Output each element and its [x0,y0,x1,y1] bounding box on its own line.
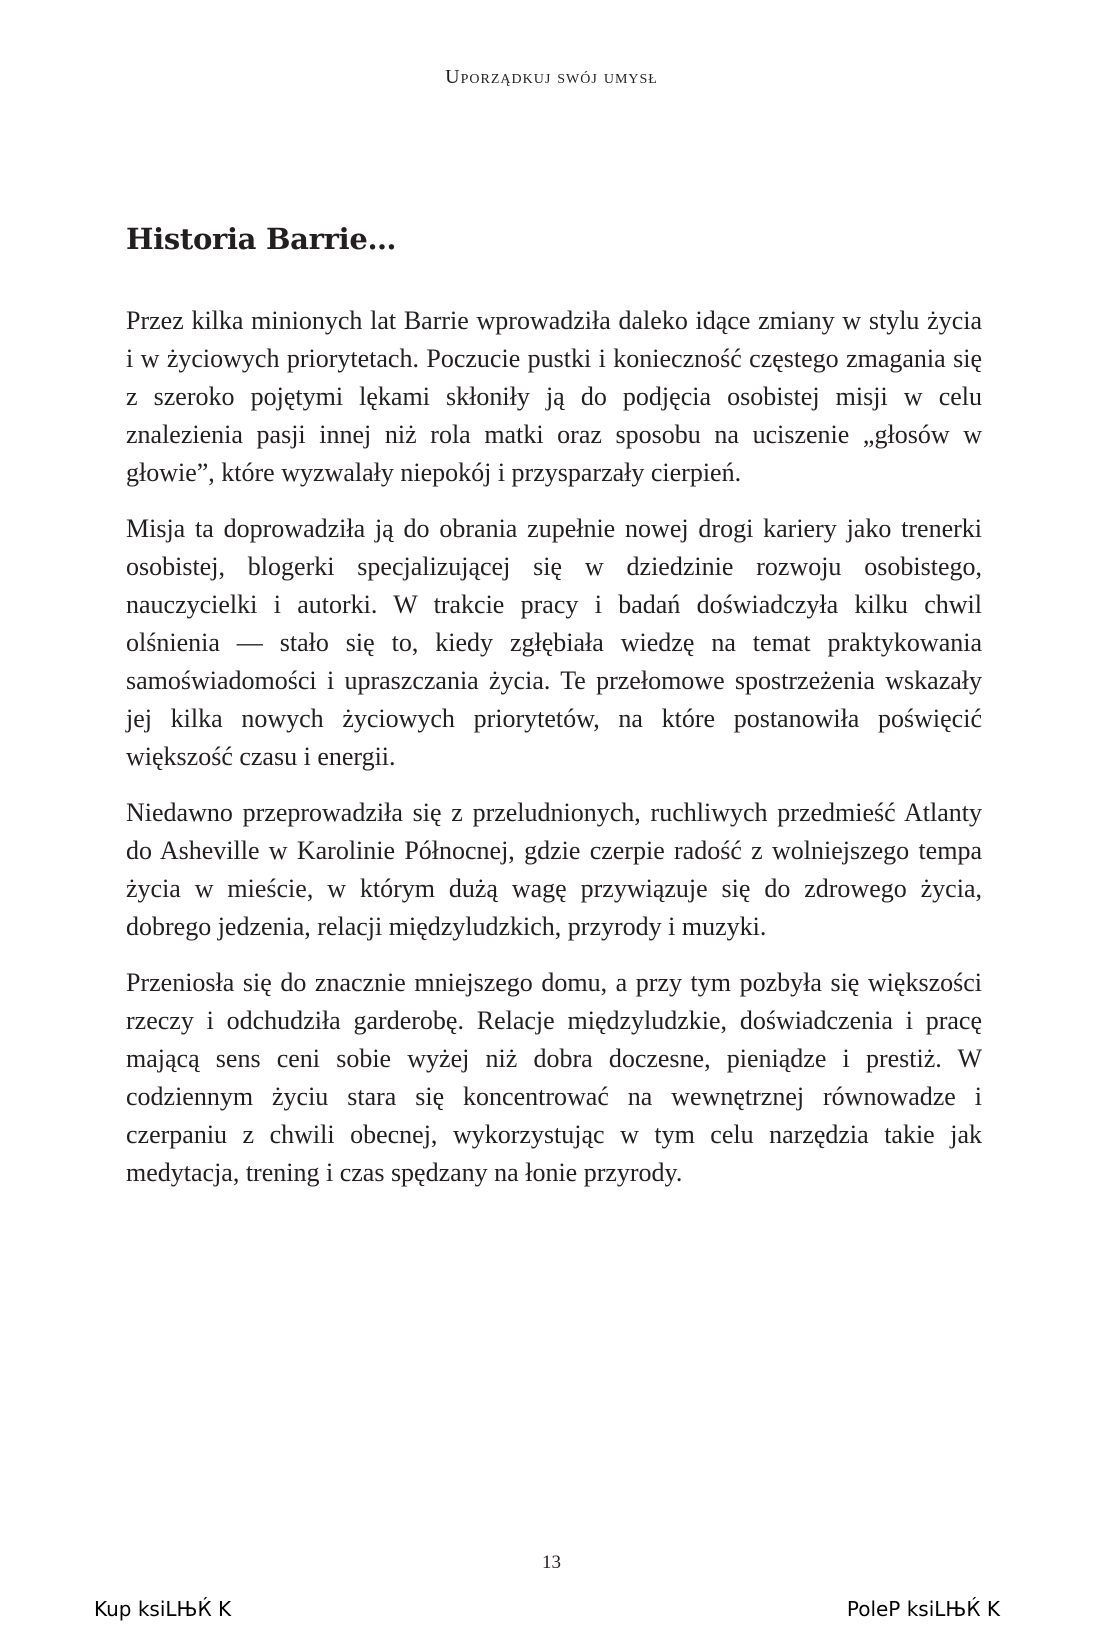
section-heading: Historia Barrie… [126,222,397,256]
body-text [126,302,982,1210]
paragraph-4: Przeniosła się do znacznie mniejszego domu, a przy tym pozbyła się większości rzeczy i odchudziła garderobę. Relacje międzyludzkie, doświadczenia i pracę mającą sens ceni sobie wyżej niż dobra doczesne, pieniądze i prestiż. W codziennym życiu stara się koncentrować na wewnętrznej równowadze i czerpaniu z chwili obecnej, wykorzystując w tym celu narzędzia takie jak medytacja, trening i czas spędzany na łonie przyrody. [126,968,982,1187]
buy-book-link[interactable]: Kup ksiLЊЌ K [94,1597,232,1621]
paragraph-3: Niedawno przeprowadziła się z przeludnionych, ruchliwych przedmieść Atlanty do Asheville w Karolinie Północnej, gdzie czerpie radość z wolniejszego tempa życia w mieście, w którym dużą wagę przywiązuje się do zdrowego życia, dobrego jedzenia, relacji międzyludzkich, przyrody i muzyki. [126,798,982,941]
paragraph-1: Przez kilka minionych lat Barrie wprowadziła daleko idące zmiany w stylu życia i w życiowych priorytetach. Poczucie pustki i konieczność częstego zmagania się z szeroko pojętymi lękami skłoniły ją do podjęcia osobistej misji w celu znalezienia pasji innej niż rola matki oraz sposobu na uciszenie „głosów w głowie”, które wyzwalały niepokój i przysparzały cierpień. [126,306,982,487]
page-number: 13 [542,1552,561,1573]
recommend-book-link[interactable]: PoleP ksiLЊЌ K [846,1597,1000,1621]
running-header: Uporządkuj swój umysł [445,66,658,88]
paragraph-2: Misja ta doprowadziła ją do obrania zupełnie nowej drogi kariery jako trenerki osobistej, blogerki specjalizującej się w dziedzinie rozwoju osobistego, nauczycielki i autorki. W trakcie pracy i badań doświadczyła kilku chwil olśnienia — stało się to, kiedy zgłębiała wiedzę na temat praktykowania samoświadomości i upraszczania życia. Te przełomowe spostrzeżenia wskazały jej kilka nowych życiowych priorytetów, na które postanowiła poświęcić większość czasu i energii. [126,514,982,771]
